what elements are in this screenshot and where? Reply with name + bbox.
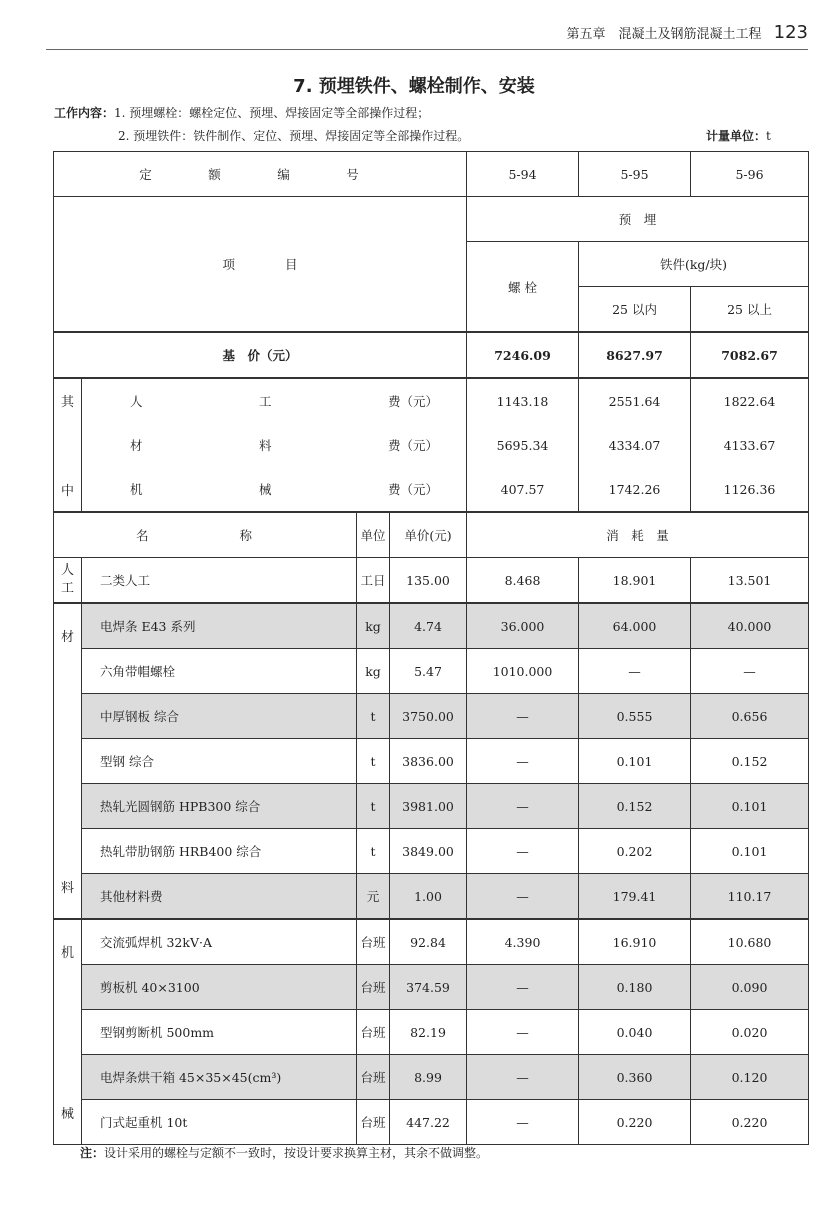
- quota-code: 5-94: [467, 152, 579, 197]
- resource-name: 六角带帽螺栓: [82, 649, 357, 694]
- section-title: 7. 预埋铁件、螺栓制作、安装: [293, 76, 535, 97]
- consumption-value: 0.152: [691, 739, 809, 784]
- resource-name: 型钢 综合: [82, 739, 357, 784]
- iron-header: 铁件(kg/块): [579, 242, 809, 287]
- resource-price: 3750.00: [390, 694, 467, 739]
- consumption-value: 0.101: [691, 829, 809, 874]
- sub-header: 25 以上: [691, 287, 809, 333]
- resource-price: 374.59: [390, 965, 467, 1010]
- cost-value: 1742.26: [579, 467, 691, 512]
- measure-unit: [706, 127, 771, 144]
- consumption-value: —: [467, 829, 579, 874]
- cost-value: 4334.07: [579, 423, 691, 467]
- work-content-item-1: 1. 预埋螺栓：螺栓定位、预埋、焊接固定等全部操作过程；: [114, 106, 430, 120]
- consumption-value: 0.152: [579, 784, 691, 829]
- consumption-value: 179.41: [579, 874, 691, 920]
- consumption-value: 0.020: [691, 1010, 809, 1055]
- resource-name: 剪板机 40×3100: [82, 965, 357, 1010]
- consumption-value: 110.17: [691, 874, 809, 920]
- resource-price: 3849.00: [390, 829, 467, 874]
- cost-value: 1143.18: [467, 378, 579, 423]
- consumption-value: 40.000: [691, 603, 809, 649]
- consumption-value: —: [467, 784, 579, 829]
- resource-unit: t: [357, 829, 390, 874]
- consumption-value: 64.000: [579, 603, 691, 649]
- chapter-title: 第五章 混凝土及钢筋混凝土工程: [566, 27, 762, 42]
- page-header: [566, 22, 808, 43]
- cost-value: 1822.64: [691, 378, 809, 423]
- cost-value: 2551.64: [579, 378, 691, 423]
- work-content-line-2: 2. 预埋铁件：铁件制作、定位、预埋、焊接固定等全部操作过程。: [118, 129, 470, 143]
- resource-price: 5.47: [390, 649, 467, 694]
- qizhong-bottom: 中: [60, 484, 74, 499]
- consumption-value: 10.680: [691, 919, 809, 965]
- consumption-value: 18.901: [579, 558, 691, 604]
- resource-unit: 元: [357, 874, 390, 920]
- consumption-value: 0.555: [579, 694, 691, 739]
- consumption-value: 0.040: [579, 1010, 691, 1055]
- consumption-value: —: [691, 649, 809, 694]
- resource-price: 82.19: [390, 1010, 467, 1055]
- resource-name: 交流弧焊机 32kV·A: [82, 919, 357, 965]
- machine-category: 机 械: [54, 919, 82, 1145]
- resource-unit: 台班: [357, 1100, 390, 1145]
- cost-value: 4133.67: [691, 423, 809, 467]
- resource-unit: t: [357, 739, 390, 784]
- resource-name: 其他材料费: [82, 874, 357, 920]
- consumption-value: —: [467, 694, 579, 739]
- consumption-value: 0.656: [691, 694, 809, 739]
- resource-unit: 台班: [357, 965, 390, 1010]
- name-column-header: 名 称: [54, 512, 357, 558]
- resource-price: 447.22: [390, 1100, 467, 1145]
- footnote-label: 注：: [80, 1146, 105, 1160]
- consumption-value: 16.910: [579, 919, 691, 965]
- resource-unit: 台班: [357, 1055, 390, 1100]
- cost-value: 1126.36: [691, 467, 809, 512]
- resource-unit: kg: [357, 603, 390, 649]
- consumption-value: —: [579, 649, 691, 694]
- price-column-header: 单价(元): [390, 512, 467, 558]
- consumption-value: —: [467, 1100, 579, 1145]
- resource-unit: t: [357, 694, 390, 739]
- consumption-value: 0.101: [691, 784, 809, 829]
- measure-unit-value: t: [766, 129, 771, 143]
- consumption-value: 0.220: [691, 1100, 809, 1145]
- base-price-value: 7246.09: [467, 332, 579, 378]
- consumption-value: —: [467, 874, 579, 920]
- material-category: 材 料: [54, 603, 82, 919]
- measure-unit-label: 计量单位：: [706, 129, 767, 143]
- consumption-value: 1010.000: [467, 649, 579, 694]
- resource-price: 3981.00: [390, 784, 467, 829]
- consumption-value: 0.202: [579, 829, 691, 874]
- consumption-value: —: [467, 965, 579, 1010]
- cost-value: 407.57: [467, 467, 579, 512]
- cost-row-label: 人 工 费（元）: [82, 378, 467, 423]
- cost-value: 5695.34: [467, 423, 579, 467]
- consumption-value: 8.468: [467, 558, 579, 604]
- resource-price: 92.84: [390, 919, 467, 965]
- resource-name: 热轧带肋钢筋 HRB400 综合: [82, 829, 357, 874]
- resource-name: 中厚钢板 综合: [82, 694, 357, 739]
- consumption-value: 0.220: [579, 1100, 691, 1145]
- footnote: [80, 1144, 488, 1161]
- resource-name: 热轧光圆钢筋 HPB300 综合: [82, 784, 357, 829]
- consumption-value: —: [467, 1055, 579, 1100]
- resource-unit: kg: [357, 649, 390, 694]
- resource-name: 门式起重机 10t: [82, 1100, 357, 1145]
- resource-price: 4.74: [390, 603, 467, 649]
- resource-price: 3836.00: [390, 739, 467, 784]
- consumption-value: 13.501: [691, 558, 809, 604]
- quota-code: 5-96: [691, 152, 809, 197]
- quota-table: [53, 151, 809, 1145]
- material-rows: [54, 603, 809, 919]
- item-label: 项 目: [54, 197, 467, 333]
- consumption-value: —: [467, 1010, 579, 1055]
- consumption-header: 消 耗 量: [467, 512, 809, 558]
- labor-category: 人 工: [54, 558, 82, 604]
- page-number: 123: [773, 22, 808, 43]
- quota-number-label: 定 额 编 号: [54, 152, 467, 197]
- resource-name: 电焊条烘干箱 45×35×45(cm³): [82, 1055, 357, 1100]
- resource-price: 1.00: [390, 874, 467, 920]
- cost-row-label: 机 械 费（元）: [82, 467, 467, 512]
- qizhong-top: 其: [60, 395, 74, 410]
- base-price-value: 8627.97: [579, 332, 691, 378]
- header-rule: [46, 49, 808, 50]
- resource-unit: 工日: [357, 558, 390, 604]
- machine-rows: [54, 919, 809, 1145]
- embed-header: 预 埋: [467, 197, 809, 242]
- consumption-value: —: [467, 739, 579, 784]
- resource-unit: 台班: [357, 1010, 390, 1055]
- footnote-text: 设计采用的螺栓与定额不一致时，按设计要求换算主材，其余不做调整。: [104, 1146, 489, 1160]
- unit-column-header: 单位: [357, 512, 390, 558]
- resource-name: 二类人工: [82, 558, 357, 604]
- sub-header: 25 以内: [579, 287, 691, 333]
- resource-name: 型钢剪断机 500mm: [82, 1010, 357, 1055]
- resource-price: 8.99: [390, 1055, 467, 1100]
- resource-price: 135.00: [390, 558, 467, 604]
- work-content-label: 工作内容：: [54, 106, 115, 120]
- work-content-line-1: [54, 104, 429, 121]
- consumption-value: 36.000: [467, 603, 579, 649]
- consumption-value: 0.180: [579, 965, 691, 1010]
- bolt-header: 螺 栓: [467, 242, 579, 333]
- consumption-value: 4.390: [467, 919, 579, 965]
- qizhong-category: [54, 378, 82, 512]
- quota-code: 5-95: [579, 152, 691, 197]
- consumption-value: 0.120: [691, 1055, 809, 1100]
- consumption-value: 0.101: [579, 739, 691, 784]
- resource-unit: t: [357, 784, 390, 829]
- consumption-value: 0.360: [579, 1055, 691, 1100]
- cost-row-label: 材 料 费（元）: [82, 423, 467, 467]
- resource-unit: 台班: [357, 919, 390, 965]
- resource-name: 电焊条 E43 系列: [82, 603, 357, 649]
- base-price-label: 基 价（元）: [54, 332, 467, 378]
- base-price-value: 7082.67: [691, 332, 809, 378]
- consumption-value: 0.090: [691, 965, 809, 1010]
